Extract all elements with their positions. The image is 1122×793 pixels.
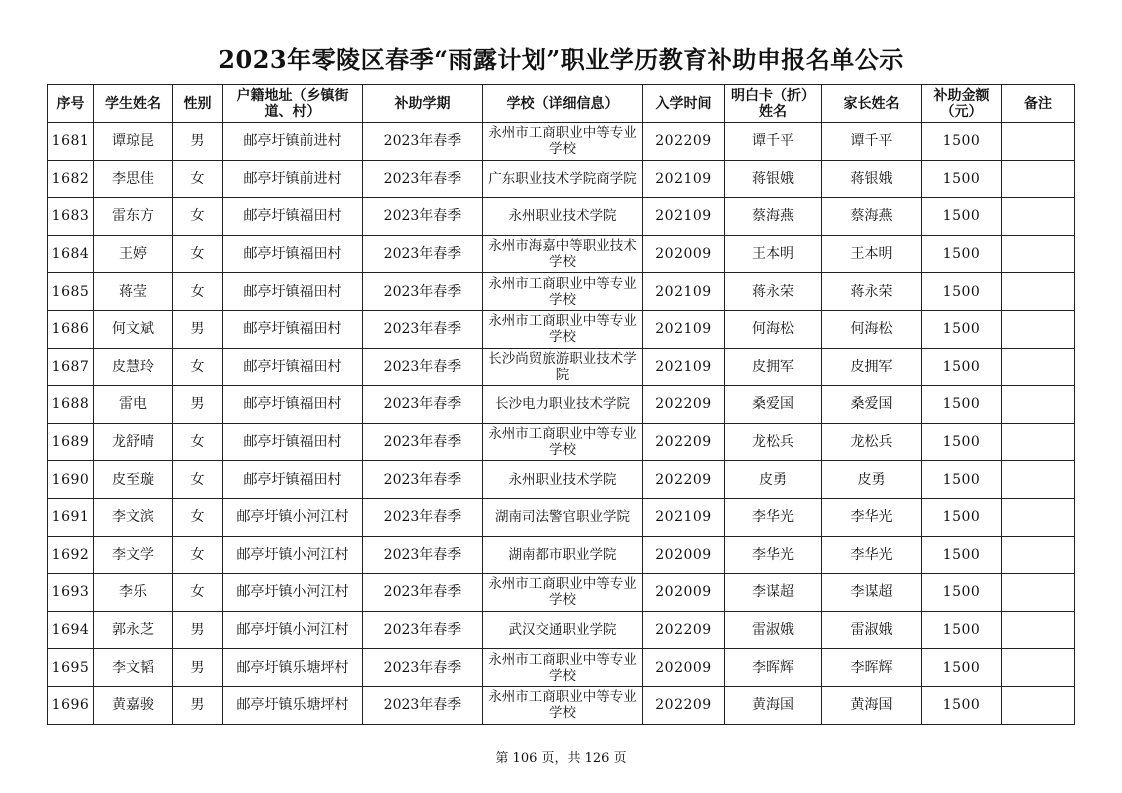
cell-amount: 1500 xyxy=(922,649,1002,687)
cell-no: 1693 xyxy=(48,574,94,612)
table-row xyxy=(48,386,1075,424)
cell-note xyxy=(1002,686,1075,724)
cell-school: 永州市工商职业中等专业学校 xyxy=(483,123,643,161)
cell-gender: 女 xyxy=(173,536,223,574)
cell-term: 2023年春季 xyxy=(363,423,483,461)
cell-parent-name: 皮拥军 xyxy=(822,348,922,386)
col-header-name: 学生姓名 xyxy=(94,85,173,123)
cell-amount: 1500 xyxy=(922,235,1002,273)
cell-gender: 女 xyxy=(173,498,223,536)
cell-no: 1683 xyxy=(48,198,94,236)
col-header-note: 备注 xyxy=(1002,85,1075,123)
cell-term: 2023年春季 xyxy=(363,498,483,536)
cell-student-name: 龙舒晴 xyxy=(94,423,173,461)
table-row xyxy=(48,235,1075,273)
cell-no: 1689 xyxy=(48,423,94,461)
cell-school: 武汉交通职业学院 xyxy=(483,611,643,649)
cell-no: 1691 xyxy=(48,498,94,536)
cell-address: 邮亭圩镇福田村 xyxy=(223,198,363,236)
cell-school: 永州职业技术学院 xyxy=(483,198,643,236)
table-row xyxy=(48,348,1075,386)
cell-amount: 1500 xyxy=(922,198,1002,236)
col-header-gender: 性别 xyxy=(173,85,223,123)
cell-card-name: 何海松 xyxy=(725,310,822,348)
cell-card-name: 谭千平 xyxy=(725,123,822,161)
cell-gender: 男 xyxy=(173,310,223,348)
cell-term: 2023年春季 xyxy=(363,348,483,386)
page-title: 2023年零陵区春季“雨露计划”职业学历教育补助申报名单公示 xyxy=(218,45,904,74)
cell-student-name: 李文学 xyxy=(94,536,173,574)
cell-enroll-date: 202209 xyxy=(643,423,725,461)
cell-parent-name: 皮勇 xyxy=(822,461,922,499)
cell-enroll-date: 202009 xyxy=(643,536,725,574)
cell-amount: 1500 xyxy=(922,160,1002,198)
cell-no: 1687 xyxy=(48,348,94,386)
cell-note xyxy=(1002,611,1075,649)
table-row xyxy=(48,273,1075,311)
cell-gender: 女 xyxy=(173,461,223,499)
cell-student-name: 李思佳 xyxy=(94,160,173,198)
table-row xyxy=(48,123,1075,161)
col-header-amount: 补助金额（元） xyxy=(922,85,1002,123)
cell-note xyxy=(1002,574,1075,612)
cell-amount: 1500 xyxy=(922,348,1002,386)
cell-student-name: 雷电 xyxy=(94,386,173,424)
cell-no: 1692 xyxy=(48,536,94,574)
cell-note xyxy=(1002,348,1075,386)
cell-amount: 1500 xyxy=(922,423,1002,461)
cell-no: 1696 xyxy=(48,686,94,724)
cell-gender: 女 xyxy=(173,348,223,386)
cell-amount: 1500 xyxy=(922,611,1002,649)
col-header-enroll: 入学时间 xyxy=(643,85,725,123)
cell-enroll-date: 202009 xyxy=(643,649,725,687)
cell-note xyxy=(1002,123,1075,161)
cell-parent-name: 李华光 xyxy=(822,536,922,574)
cell-student-name: 雷东方 xyxy=(94,198,173,236)
cell-term: 2023年春季 xyxy=(363,235,483,273)
cell-card-name: 李谋超 xyxy=(725,574,822,612)
cell-enroll-date: 202209 xyxy=(643,611,725,649)
cell-enroll-date: 202109 xyxy=(643,160,725,198)
cell-parent-name: 谭千平 xyxy=(822,123,922,161)
cell-parent-name: 龙松兵 xyxy=(822,423,922,461)
cell-parent-name: 蒋银娥 xyxy=(822,160,922,198)
cell-address: 邮亭圩镇前进村 xyxy=(223,160,363,198)
cell-parent-name: 何海松 xyxy=(822,310,922,348)
cell-no: 1685 xyxy=(48,273,94,311)
cell-amount: 1500 xyxy=(922,386,1002,424)
cell-address: 邮亭圩镇福田村 xyxy=(223,386,363,424)
cell-school: 永州市工商职业中等专业学校 xyxy=(483,574,643,612)
cell-student-name: 皮至璇 xyxy=(94,461,173,499)
cell-no: 1681 xyxy=(48,123,94,161)
cell-note xyxy=(1002,461,1075,499)
cell-gender: 男 xyxy=(173,649,223,687)
table-row xyxy=(48,686,1075,724)
cell-amount: 1500 xyxy=(922,686,1002,724)
cell-gender: 男 xyxy=(173,611,223,649)
cell-student-name: 蒋莹 xyxy=(94,273,173,311)
cell-note xyxy=(1002,198,1075,236)
cell-student-name: 何文斌 xyxy=(94,310,173,348)
cell-parent-name: 王本明 xyxy=(822,235,922,273)
cell-note xyxy=(1002,386,1075,424)
cell-no: 1686 xyxy=(48,310,94,348)
col-header-address: 户籍地址（乡镇街道、村） xyxy=(223,85,363,123)
col-header-school: 学校（详细信息） xyxy=(483,85,643,123)
cell-school: 长沙尚贸旅游职业技术学院 xyxy=(483,348,643,386)
cell-card-name: 李晖辉 xyxy=(725,649,822,687)
cell-parent-name: 蒋永荣 xyxy=(822,273,922,311)
table-row xyxy=(48,160,1075,198)
cell-term: 2023年春季 xyxy=(363,310,483,348)
cell-enroll-date: 202209 xyxy=(643,123,725,161)
table-row xyxy=(48,198,1075,236)
cell-card-name: 黄海国 xyxy=(725,686,822,724)
cell-note xyxy=(1002,649,1075,687)
cell-address: 邮亭圩镇福田村 xyxy=(223,461,363,499)
cell-gender: 女 xyxy=(173,423,223,461)
subsidy-table xyxy=(47,84,1075,725)
cell-no: 1690 xyxy=(48,461,94,499)
cell-school: 永州职业技术学院 xyxy=(483,461,643,499)
cell-term: 2023年春季 xyxy=(363,574,483,612)
table-row xyxy=(48,498,1075,536)
cell-gender: 女 xyxy=(173,273,223,311)
cell-address: 邮亭圩镇乐塘坪村 xyxy=(223,686,363,724)
cell-student-name: 郭永芝 xyxy=(94,611,173,649)
cell-address: 邮亭圩镇福田村 xyxy=(223,310,363,348)
cell-school: 永州市工商职业中等专业学校 xyxy=(483,649,643,687)
cell-card-name: 蒋银娥 xyxy=(725,160,822,198)
cell-no: 1682 xyxy=(48,160,94,198)
cell-address: 邮亭圩镇乐塘坪村 xyxy=(223,649,363,687)
cell-school: 永州市工商职业中等专业学校 xyxy=(483,686,643,724)
cell-gender: 男 xyxy=(173,386,223,424)
cell-note xyxy=(1002,423,1075,461)
cell-term: 2023年春季 xyxy=(363,461,483,499)
cell-term: 2023年春季 xyxy=(363,273,483,311)
cell-card-name: 皮拥军 xyxy=(725,348,822,386)
cell-student-name: 皮慧玲 xyxy=(94,348,173,386)
cell-card-name: 李华光 xyxy=(725,536,822,574)
cell-address: 邮亭圩镇福田村 xyxy=(223,273,363,311)
table-row xyxy=(48,574,1075,612)
cell-note xyxy=(1002,310,1075,348)
table-row xyxy=(48,461,1075,499)
col-header-no: 序号 xyxy=(48,85,94,123)
cell-note xyxy=(1002,235,1075,273)
cell-enroll-date: 202109 xyxy=(643,498,725,536)
cell-enroll-date: 202209 xyxy=(643,461,725,499)
cell-note xyxy=(1002,536,1075,574)
col-header-parent: 家长姓名 xyxy=(822,85,922,123)
cell-gender: 女 xyxy=(173,574,223,612)
cell-note xyxy=(1002,498,1075,536)
cell-gender: 女 xyxy=(173,198,223,236)
cell-term: 2023年春季 xyxy=(363,611,483,649)
cell-enroll-date: 202109 xyxy=(643,348,725,386)
cell-card-name: 龙松兵 xyxy=(725,423,822,461)
cell-address: 邮亭圩镇前进村 xyxy=(223,123,363,161)
cell-school: 永州市工商职业中等专业学校 xyxy=(483,423,643,461)
cell-enroll-date: 202209 xyxy=(643,386,725,424)
cell-amount: 1500 xyxy=(922,461,1002,499)
cell-card-name: 蔡海燕 xyxy=(725,198,822,236)
cell-no: 1688 xyxy=(48,386,94,424)
col-header-term: 补助学期 xyxy=(363,85,483,123)
cell-parent-name: 李谋超 xyxy=(822,574,922,612)
cell-parent-name: 蔡海燕 xyxy=(822,198,922,236)
cell-school: 广东职业技术学院商学院 xyxy=(483,160,643,198)
cell-card-name: 桑爱国 xyxy=(725,386,822,424)
cell-school: 永州市工商职业中等专业学校 xyxy=(483,273,643,311)
cell-student-name: 李文韬 xyxy=(94,649,173,687)
page-footer: 第 106 页，共 126 页 xyxy=(495,751,627,766)
table-body xyxy=(48,123,1075,725)
cell-term: 2023年春季 xyxy=(363,536,483,574)
cell-amount: 1500 xyxy=(922,310,1002,348)
table-row xyxy=(48,536,1075,574)
cell-no: 1695 xyxy=(48,649,94,687)
cell-amount: 1500 xyxy=(922,536,1002,574)
cell-term: 2023年春季 xyxy=(363,649,483,687)
cell-enroll-date: 202109 xyxy=(643,273,725,311)
cell-amount: 1500 xyxy=(922,498,1002,536)
cell-term: 2023年春季 xyxy=(363,386,483,424)
cell-card-name: 蒋永荣 xyxy=(725,273,822,311)
cell-student-name: 王婷 xyxy=(94,235,173,273)
cell-school: 永州市工商职业中等专业学校 xyxy=(483,310,643,348)
cell-address: 邮亭圩镇福田村 xyxy=(223,348,363,386)
cell-term: 2023年春季 xyxy=(363,686,483,724)
cell-gender: 男 xyxy=(173,686,223,724)
cell-term: 2023年春季 xyxy=(363,123,483,161)
cell-card-name: 王本明 xyxy=(725,235,822,273)
cell-card-name: 雷淑娥 xyxy=(725,611,822,649)
cell-parent-name: 李晖辉 xyxy=(822,649,922,687)
cell-parent-name: 黄海国 xyxy=(822,686,922,724)
table-row xyxy=(48,649,1075,687)
cell-amount: 1500 xyxy=(922,273,1002,311)
cell-enroll-date: 202109 xyxy=(643,310,725,348)
cell-address: 邮亭圩镇小河江村 xyxy=(223,536,363,574)
cell-amount: 1500 xyxy=(922,574,1002,612)
cell-parent-name: 李华光 xyxy=(822,498,922,536)
cell-student-name: 李乐 xyxy=(94,574,173,612)
cell-address: 邮亭圩镇小河江村 xyxy=(223,611,363,649)
cell-enroll-date: 202209 xyxy=(643,686,725,724)
cell-address: 邮亭圩镇小河江村 xyxy=(223,574,363,612)
cell-card-name: 皮勇 xyxy=(725,461,822,499)
cell-school: 长沙电力职业技术学院 xyxy=(483,386,643,424)
cell-address: 邮亭圩镇福田村 xyxy=(223,235,363,273)
cell-school: 永州市海嘉中等职业技术学校 xyxy=(483,235,643,273)
cell-enroll-date: 202109 xyxy=(643,198,725,236)
cell-school: 湖南都市职业学院 xyxy=(483,536,643,574)
cell-card-name: 李华光 xyxy=(725,498,822,536)
cell-no: 1684 xyxy=(48,235,94,273)
cell-student-name: 黄嘉骏 xyxy=(94,686,173,724)
cell-school: 湖南司法警官职业学院 xyxy=(483,498,643,536)
cell-enroll-date: 202009 xyxy=(643,574,725,612)
table-header-row xyxy=(48,85,1075,123)
cell-note xyxy=(1002,160,1075,198)
cell-enroll-date: 202009 xyxy=(643,235,725,273)
cell-term: 2023年春季 xyxy=(363,160,483,198)
cell-no: 1694 xyxy=(48,611,94,649)
cell-gender: 女 xyxy=(173,160,223,198)
cell-parent-name: 桑爱国 xyxy=(822,386,922,424)
cell-note xyxy=(1002,273,1075,311)
cell-amount: 1500 xyxy=(922,123,1002,161)
table-row xyxy=(48,310,1075,348)
cell-gender: 男 xyxy=(173,123,223,161)
cell-student-name: 谭琼昆 xyxy=(94,123,173,161)
cell-student-name: 李文滨 xyxy=(94,498,173,536)
cell-address: 邮亭圩镇小河江村 xyxy=(223,498,363,536)
col-header-card: 明白卡（折）姓名 xyxy=(725,85,822,123)
cell-gender: 女 xyxy=(173,235,223,273)
table-row xyxy=(48,423,1075,461)
cell-term: 2023年春季 xyxy=(363,198,483,236)
table-row xyxy=(48,611,1075,649)
cell-parent-name: 雷淑娥 xyxy=(822,611,922,649)
cell-address: 邮亭圩镇福田村 xyxy=(223,423,363,461)
